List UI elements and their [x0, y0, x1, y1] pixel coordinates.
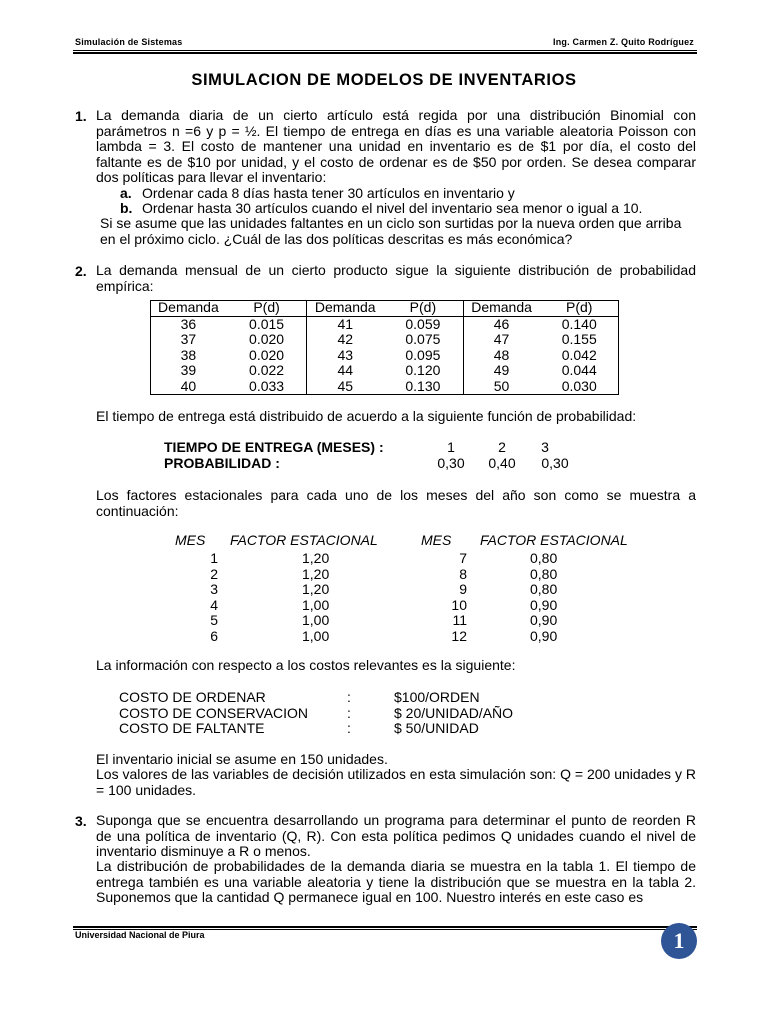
month-cell: 12: [451, 627, 467, 644]
table-cell: 47: [463, 332, 539, 348]
table-cell: 36: [180, 315, 197, 332]
table-row: [150, 348, 619, 364]
page-number-badge: [661, 923, 697, 959]
cost-name: COSTO DE ORDENAR: [119, 689, 266, 705]
initial-inventory: El inventario inicial se asume en 150 unidades.: [96, 751, 388, 767]
table-header: P(d): [409, 299, 437, 315]
page-title: SIMULACION DE MODELOS DE INVENTARIOS: [191, 71, 577, 89]
month-cell: 10: [451, 596, 467, 613]
cost-intro: La información con respecto a los costos relevantes es la siguiente:: [96, 657, 516, 673]
table-cell: 0.044: [561, 362, 597, 378]
month-cell: 8: [459, 565, 467, 582]
table-cell: 40: [180, 377, 197, 394]
table-cell: 0.155: [561, 331, 597, 347]
lead-time-intro: El tiempo de entrega está distribuido de acuerdo a la siguiente función de probabilidad:: [96, 408, 637, 424]
table-header: Demanda: [463, 300, 539, 316]
cost-value: $100/ORDEN: [394, 689, 480, 705]
lead-time-value: 2: [498, 439, 506, 455]
factor-header-left: FACTOR ESTACIONAL: [230, 532, 378, 548]
probability-label: PROBABILIDAD :: [164, 455, 280, 471]
table-cell: 0.130: [405, 377, 441, 394]
table-cell: 50: [463, 379, 539, 395]
table-cell: 0.020: [249, 346, 285, 363]
problem-3-number: 3.: [75, 813, 87, 829]
option-b-label: b.: [120, 200, 133, 216]
lead-time-value: 1: [447, 439, 455, 455]
option-b-text: Ordenar hasta 30 artículos cuando el nivel del inventario sea menor o igual a 10.: [142, 200, 643, 216]
decision-variables: Los valores de las variables de decisión utilizados en esta simulación son: Q = 200 unidades y R = 100 unidades.: [96, 766, 696, 798]
footer-university: Universidad Nacional de Piura: [75, 930, 205, 940]
table-cell: 0.030: [561, 377, 597, 394]
cost-values: [394, 690, 513, 737]
table-header: P(d): [566, 299, 593, 315]
table-cell: 45: [307, 379, 383, 395]
mes-header-left: MES: [175, 532, 206, 548]
table-cell: 48: [463, 348, 539, 364]
problem-1-text: La demanda diaria de un cierto artículo está regida por una distribución Binomial con parámetros n =6 y p = ½. El tiempo de entrega en días es una variable aleatoria Poisson con lambda = 3. El costo de mantener una unidad en inventario es de $1 por día, el costo del faltante es de $10 por unidad, y el costo de ordenar es de $50 por orden. Se desea comparar dos políticas para llevar el inventario:: [96, 107, 696, 185]
seasonal-intro: Los factores estacionales para cada uno de los meses del año son como se muestra a continuación:: [96, 487, 696, 519]
factor-cell: 0,90: [530, 612, 558, 628]
demand-probability-table: [150, 300, 619, 394]
factor-cell: 1,00: [302, 612, 330, 628]
lead-time-label: TIEMPO DE ENTREGA (MESES) :: [164, 439, 384, 455]
table-cell: 0.020: [249, 331, 285, 347]
seasonal-factors-right: [530, 551, 557, 644]
table-cell: 0.022: [249, 362, 285, 378]
table-header: P(d): [253, 299, 280, 315]
page-number: 1: [673, 928, 685, 953]
option-a-label: a.: [120, 185, 132, 201]
table-cell: 0.042: [561, 346, 597, 363]
month-cell: 7: [459, 550, 467, 566]
factor-cell: 0,80: [530, 565, 558, 582]
problem-3-text-2: La distribución de probabilidades de la demanda diaria se muestra en la tabla 1. El tiempo de entrega también es una variable aleatoria y tiene la distribución que se muestra en la tabla 2. Suponemos que la cantidad Q permanece igual en 100. Nuestro interés en este caso es: [96, 859, 696, 905]
table-header-row: [150, 300, 619, 316]
month-cell: 3: [210, 581, 218, 597]
month-cell: 9: [459, 581, 467, 597]
month-cell: 11: [452, 612, 467, 628]
month-cell: 1: [210, 550, 218, 566]
header-author: Ing. Carmen Z. Quito Rodríguez: [553, 37, 694, 47]
table-cell: 39: [180, 362, 197, 378]
cost-colon: :: [347, 704, 351, 721]
problem-1-number: 1.: [75, 108, 87, 124]
table-row: [150, 332, 619, 348]
cost-value: $ 50/UNIDAD: [394, 720, 479, 736]
factor-header-right: FACTOR ESTACIONAL: [480, 532, 628, 548]
factor-cell: 1,20: [302, 550, 330, 566]
cost-colon: :: [347, 720, 351, 736]
table-cell: 38: [180, 346, 197, 363]
probability-value: 0,30: [541, 455, 569, 471]
header-rule-thick: [73, 52, 697, 54]
table-row: [150, 316, 619, 332]
cost-colon: :: [347, 689, 351, 705]
problem-2-number: 2.: [75, 263, 87, 279]
footer-rule-thick: [73, 926, 697, 928]
factor-cell: 1,20: [302, 581, 330, 597]
seasonal-months-right: [430, 551, 467, 644]
table-cell: 43: [307, 348, 383, 364]
probability-value: 0,30: [437, 455, 465, 471]
cost-separators: [347, 690, 351, 737]
seasonal-factors-left: [302, 551, 329, 644]
cost-names: [119, 690, 308, 737]
month-cell: 2: [210, 565, 218, 582]
cost-name: COSTO DE FALTANTE: [119, 720, 265, 736]
factor-cell: 0,90: [530, 627, 558, 644]
cost-name: COSTO DE CONSERVACION: [119, 704, 309, 721]
table-cell: 42: [307, 332, 383, 348]
factor-cell: 1,00: [302, 627, 330, 644]
table-cell: 46: [463, 316, 539, 332]
problem-1-option-a: [120, 185, 515, 201]
factor-cell: 0,80: [530, 550, 558, 566]
table-cell: 37: [180, 331, 197, 347]
table-row: [150, 379, 619, 395]
factor-cell: 0,80: [530, 581, 558, 597]
table-header: Demanda: [158, 299, 219, 315]
month-cell: 6: [210, 627, 218, 644]
seasonal-months-left: [190, 551, 218, 644]
factor-cell: 1,20: [302, 565, 330, 582]
table-cell: 0.095: [405, 346, 441, 363]
problem-3-text-1: Suponga que se encuentra desarrollando un programa para determinar el punto de reorden R de una política de inventario (Q, R). Con esta política pedimos Q unidades cuando el nivel de inventario disminuye a R o menos.: [96, 812, 696, 859]
factor-cell: 0,90: [530, 596, 558, 613]
header-rule: [73, 50, 697, 51]
problem-2-intro: La demanda mensual de un cierto producto sigue la siguiente distribución de probabilidad empírica:: [96, 262, 696, 294]
table-cell: 0.120: [405, 362, 441, 378]
mes-header-right: MES: [421, 532, 452, 548]
option-a-text: Ordenar cada 8 días hasta tener 30 artículos en inventario y: [142, 185, 515, 201]
table-cell: 44: [307, 363, 383, 379]
problem-1-option-b: [120, 200, 642, 216]
table-cell: 0.059: [405, 315, 441, 332]
table-cell: 41: [307, 316, 383, 332]
table-row: [150, 363, 619, 379]
table-cell: 49: [463, 363, 539, 379]
table-cell: 0.015: [249, 315, 285, 332]
header-course: Simulación de Sistemas: [75, 37, 183, 47]
cost-value: $ 20/UNIDAD/AÑO: [394, 704, 514, 721]
month-cell: 5: [210, 612, 218, 628]
table-cell: 0.075: [405, 331, 441, 347]
lead-time-value: 3: [541, 439, 549, 455]
table-cell: 0.140: [561, 315, 597, 332]
probability-value: 0,40: [488, 455, 516, 471]
factor-cell: 1,00: [302, 596, 330, 613]
problem-1-closing: Si se asume que las unidades faltantes en un ciclo son surtidas por la nueva orden que arriba en el próximo ciclo. ¿Cuál de las dos políticas descritas es más económica?: [100, 215, 682, 247]
table-cell: 0.033: [249, 377, 285, 394]
month-cell: 4: [210, 596, 218, 613]
table-header: Demanda: [307, 300, 383, 316]
